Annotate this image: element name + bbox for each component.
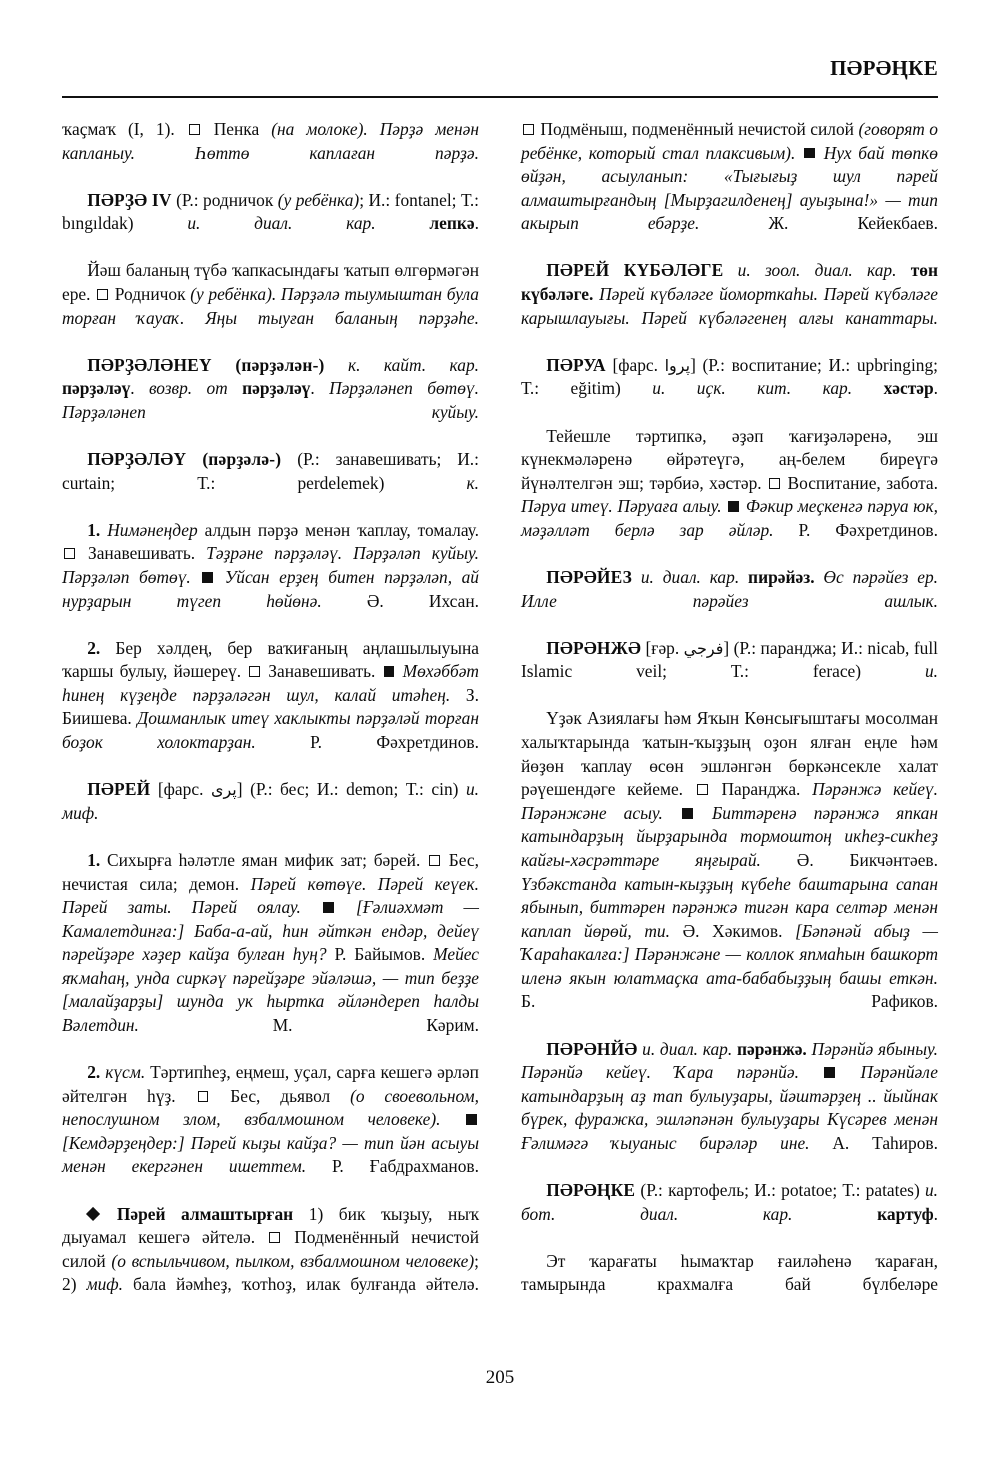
filled-square-icon <box>728 501 739 512</box>
cross-reference[interactable]: пирәйәз. <box>748 566 815 587</box>
hollow-square-icon <box>64 548 75 559</box>
period: . <box>933 378 938 399</box>
cross-reference[interactable]: картуф <box>877 1203 934 1224</box>
etymology-language: [фарс. <box>157 779 211 800</box>
cross-reference[interactable]: пәрәнжә. <box>736 1038 807 1059</box>
sense-definition-russian: Занавешивать. <box>88 543 207 564</box>
entry-perua <box>521 354 938 425</box>
headword: ПӘРЕЙ КҮБӘЛӘГЕ <box>546 260 724 281</box>
filled-square-icon <box>824 1067 835 1078</box>
grammar-labels: и. <box>861 661 939 682</box>
sense-number: 1. <box>87 849 101 870</box>
hollow-square-icon <box>523 124 534 135</box>
literary-quote: Үзбәкстанда катын-кыҙҙың күбеһе баштарына сапан ябынып, биттәрен пәрәнжә тигән кара селтәр менән каплап йөрөй, ти. <box>521 873 938 941</box>
filled-diamond-icon <box>86 1207 100 1221</box>
quote-author: Р. Ғабдрахманов. <box>306 1156 479 1177</box>
sense-lead-italic: Нимәнеңдер <box>107 519 205 540</box>
period: . <box>130 378 149 399</box>
cross-reference[interactable]: пәрҙәләү <box>62 378 131 399</box>
filled-square-icon <box>682 808 693 819</box>
etymology-translations: (Р.: картофель; И.: potatoe; Т.: patates) <box>635 1180 920 1201</box>
literary-quote: Мейес яҡмаһаң, унда сиркәү пәрейҙәре эйәләшә, — тип беҙҙе [малайҙарҙы] шунда ук һыртка әйләндереп һалды Вәлетдин. <box>62 944 479 1035</box>
usage-examples: Пәрҙәләнеп бөтөү. Пәрҙәләнеп куйыу. <box>62 378 479 422</box>
phrase-sense-2-label: миф. <box>86 1274 123 1295</box>
arabic-script-etymology: پری <box>210 780 237 800</box>
hollow-square-icon <box>249 666 260 677</box>
hollow-square-icon <box>697 784 708 795</box>
etymology-close-bracket: ] <box>236 779 243 800</box>
literary-quote: Уйсан ерҙең битен пәрҙәләп, ай нурҙарын түгеп һөйөнә. <box>62 566 479 611</box>
quote-author: З. Биишева. <box>62 684 479 729</box>
definition-bashkir: Йәш баланың түбә ҡапкасындағы ҡатып өлгөрмәгән ере. <box>62 260 479 305</box>
sense-2-perzeleu <box>62 637 479 778</box>
cross-reference[interactable]: пәрҙәләү <box>242 378 311 399</box>
literary-quote: Пәрәнйәле катындарҙың аҙ тап булыуҙары, йәштәрҙең .. йыйнак бүрек, фуражка, эшләпәнән булыуҙары Күсәрев менән Ғәлимәгә ҡыуаныс бирәләр ине. <box>521 1062 938 1153</box>
sense-number: 2. <box>87 1062 101 1083</box>
entry-perze-iv <box>62 189 479 260</box>
phrase-sense-1-russian-note: (о вспыльчивом, пылком, взбалмошном человеке) <box>111 1250 475 1271</box>
entry-perenye <box>521 1038 938 1179</box>
etymology-ru-italic: (у ребёнка) <box>277 189 360 210</box>
sense-definition-bashkir: Бер хәлдең, бер ваҡиғаның аңлашылыуына ҡаршы булыу, йәшереү. <box>62 637 479 682</box>
usage-examples: Тәҙрәне пәрҙәләү. Пәрҙәләп куйыу. Пәрҙәләп бөтөү. <box>62 543 479 587</box>
sense-2-perey <box>62 1061 479 1202</box>
continued-entry-text <box>62 118 479 189</box>
grammar-labels: и. иҫк. кит. кар. <box>620 378 884 399</box>
literary-quote: Фәкир меҫкенгә пәруа юк, мәҙәлләт берлә зар әйләр. <box>521 496 938 540</box>
right-column <box>521 118 938 1333</box>
grammar-labels: и. диал. кар. <box>637 1038 737 1059</box>
literary-quote: [Бәпәнәй абыҙ — Ҡараһакалға:] Пәрәнжәне — коллок япмаһын башкорт иленә якын юлатмаҫка ата-бабабыҙҙың башы еткән. <box>521 920 938 988</box>
definition-perua <box>521 425 938 566</box>
filled-square-icon <box>323 902 334 913</box>
hollow-square-icon <box>769 478 780 489</box>
etymology-translations: (Р.: бес; И.: demon; Т.: cin) <box>242 779 459 800</box>
headword: ПӘРӘНЖӘ <box>546 637 642 658</box>
etymology-language: [ғәр. <box>645 637 684 658</box>
sense-number: 1. <box>87 519 101 540</box>
usage-examples: Пәрәнйә ябыныу. Пәрәнйә кейеү. Ҡара пәрәнйә. <box>521 1038 938 1083</box>
hollow-square-icon <box>97 289 108 300</box>
usage-examples: Өс пәрәйез ер. Илле пәрәйез ашлык. <box>521 566 938 611</box>
sense-style-label: күсм. <box>105 1062 151 1083</box>
sense-definition-russian: Бес, дьявол <box>230 1085 351 1106</box>
literary-quote: Нух бай төпкө өйҙән, асыуланып: «Тығығыҙ шул пәрей алмаштырғандың [Мырҙагилденең] ауыҙына!» — тип акырып ебәрҙе. <box>521 142 938 234</box>
cross-reference[interactable]: хәстәр <box>883 378 934 399</box>
etymology-translations: (Р.: воспитание; И.: upbringing; Т.: eğitim) <box>521 354 938 399</box>
quote-author: Ә. Бикчәнтәев. <box>760 849 938 870</box>
definition-russian: Воспитание, забота. <box>787 472 938 493</box>
grammar-labels: и. диал. кар. <box>631 566 749 587</box>
phrase-headword: Пәрей алмаштырған <box>116 1203 294 1224</box>
entry-perzeleneu <box>62 354 479 448</box>
etymology: (Р.: занавешивать; И.: curtain; Т.: perdelemek) <box>62 449 479 493</box>
period: . <box>474 213 479 234</box>
headword: ПӘРҘӘЛӘНЕҮ (пәрҙәлән-) <box>87 354 325 375</box>
headword: ПӘРҘӘЛӘҮ (пәрҙәлә-) <box>87 449 282 470</box>
hollow-square-icon <box>429 855 440 866</box>
grammar-labels: и. миф. <box>62 779 480 823</box>
usage-examples: Пәрҙәлә тыумыштан була торған ҡауаҡ. Яңы тыуған баланың пәрҙәһе. <box>62 284 479 328</box>
quote-author: Ә. Хәкимов. <box>669 920 796 941</box>
quote-author: Р. Байымов. <box>326 944 434 965</box>
sense-1-perzeleu <box>62 519 479 637</box>
phrase-perey-almashtyrgan <box>62 1203 479 1321</box>
literary-quote: Дошманлык итеү хаклыкты пәрҙәләй торған боҙок холоктарҙан. <box>62 708 479 753</box>
arabic-script-etymology: پروا <box>664 355 691 375</box>
two-column-body <box>62 118 938 1333</box>
arabic-script-etymology: فرجي <box>683 638 724 658</box>
headword: ПӘРЕЙ <box>87 779 151 800</box>
sense-definition-russian: Бес, нечистая сила; демон. <box>62 849 479 894</box>
entry-perzeleu <box>62 448 479 519</box>
quote-author: М. Кәрим. <box>138 1014 479 1035</box>
hollow-square-icon <box>198 1091 209 1102</box>
definition-perenke <box>521 1250 938 1321</box>
etymology-translations: (Р.: паранджа; И.: nicab, full Islamic veil; Т.: ferace) <box>521 637 938 682</box>
quote-author: Ә. Ихсан. <box>321 590 479 611</box>
cont-examples: Пәрҙә менән капланыу. Һөттө каплаған пәрҙә. <box>62 119 479 163</box>
continued-russian-definition: Подмёныш, подменённый нечистой силой <box>540 119 859 139</box>
definition-russian: Родничок <box>114 284 191 305</box>
etymology-close-bracket: ] <box>690 354 696 375</box>
quote-author: Б. Рафиков. <box>521 991 938 1012</box>
quote-author: Ж. Кейекбаев. <box>699 213 938 234</box>
sense-number: 2. <box>87 637 101 658</box>
cont-lemma: ҡаҫмаҡ (I, 1). <box>62 119 175 139</box>
continued-russian-note: (говорят о ребёнке, который стал плаксивым). <box>521 119 938 163</box>
headword: ПӘРҘӘ IV <box>87 189 172 210</box>
usage-examples: Пәрәнжә кейеү. Пәрәнжәне асыу. <box>521 779 938 823</box>
literary-quote: Биттәренә пәрәнжә япкан катындарҙың йырҙарында тормоштоң икһеҙ-сикһеҙ кайғы-хәсрәттәре яңғырай. <box>521 802 938 870</box>
headword: ПӘРӘҢКЕ <box>546 1180 636 1201</box>
usage-examples: Пәрей көтөүе. Пәрей кеүек. Пәрей заты. Пәрей оялау. <box>62 873 479 918</box>
grammar-labels: и. диал. кар. <box>133 213 430 234</box>
filled-square-icon <box>202 572 213 583</box>
definition-perze-iv <box>62 259 479 353</box>
continued-entry-perey <box>521 118 938 259</box>
grammar-derivation-label: возвр. от <box>148 378 243 399</box>
definition-bashkir: Үҙәк Азиялағы һәм Яҡын Көнсығыштағы мосолман халыҡтарында ҡатын-ҡыҙҙың оҙон ялған еңле һәм йөҙөн ҡаплау өсөн эшләнгән бөркәнсекле халат рәүешендәге кейеме. <box>521 708 938 800</box>
header-rule <box>62 96 938 98</box>
entry-perenzhe <box>521 637 938 708</box>
usage-examples: Пәрей күбәләге йоморткаһы. Пәрей күбәләге карышлауығы. Пәрей күбәләгенең алғы канаттары. <box>521 284 938 328</box>
definition-russian: Паранджа. <box>721 779 813 800</box>
etymology-close-bracket: ] <box>723 637 730 658</box>
etymology-language: [фарс. <box>612 354 665 375</box>
definition-bashkir: Эт ҡарағаты һымаҡтар ғаиләһенә ҡараған, тамырында крахмалға бай бүлбеләре <box>521 1250 938 1295</box>
phrase-sense-1-russian: Подменённый нечистой силой <box>62 1227 480 1271</box>
quote-author: А. Таһиров. <box>809 1132 938 1153</box>
entry-pereyez <box>521 566 938 637</box>
headword: ПӘРӘНЙӘ <box>546 1038 638 1059</box>
page-number: 205 <box>485 1367 515 1388</box>
quote-author: Р. Фәхретдинов. <box>255 732 479 753</box>
definition-russian-note: (у ребёнка). <box>190 284 281 305</box>
literary-quote: [Кемдәрҙеңдер:] Пәрей кыҙы кайҙа? — тип йән асыуы менән екергәнен ишеттем. <box>62 1132 479 1177</box>
phrase-sense-2-number: ; 2) <box>62 1250 479 1295</box>
grammar-labels: и. бот. диал. кар. <box>521 1180 939 1224</box>
grammar-labels: и. зоол. диал. кар. <box>723 260 911 281</box>
headword: ПӘРӘЙЕЗ <box>546 566 632 587</box>
entry-perey <box>62 778 479 849</box>
period: . <box>933 1203 938 1224</box>
cont-ru-note: (на молоке). <box>271 119 380 139</box>
sense-definition-bashkir: Сихырға һәләтле яман мифик зат; бәрей. <box>107 849 421 870</box>
phrase-sense-2-text: бала йәмһеҙ, ҡотһоҙ, илак булғанда әйтелә. <box>122 1274 479 1295</box>
quote-author: Р. Фәхретдинов. <box>773 519 938 540</box>
hollow-square-icon <box>189 124 200 135</box>
sense-definition-bashkir: Тәртипһеҙ, еңмеш, уҫал, сарға кешегә әрләп әйтелгән һүҙ. <box>62 1062 479 1106</box>
grammar-labels: к. <box>384 472 479 493</box>
filled-square-icon <box>804 148 815 159</box>
running-head: ПӘРӘҢКЕ <box>830 56 938 80</box>
cont-ru-gloss: Пенка <box>213 119 272 139</box>
definition-perenzhe <box>521 707 938 1037</box>
filled-square-icon <box>384 666 395 677</box>
phrase-sense-1: 1) бик ҡыҙыу, ныҡ дыуамал кешегә әйтелә. <box>62 1203 479 1248</box>
headword: ПӘРУА <box>546 354 606 375</box>
sense-1-perey <box>62 849 479 1061</box>
grammar-labels: к. кайт. кар. <box>324 354 479 375</box>
sense-definition-russian: Занавешивать. <box>268 661 382 682</box>
entry-perey-kubelege <box>521 259 938 353</box>
sense-russian-note: (о своевольном, непослушном злом, взбалмошном человеке). <box>62 1085 479 1130</box>
period: . <box>310 378 330 399</box>
usage-examples: Пәруа итеү. Пәруаға алыу. <box>521 496 722 517</box>
literary-quote: Мөхәббәт һинең күҙеңде пәрҙәләгән шул, калай итәһең. <box>62 661 479 705</box>
literary-quote: [Ғәлиәхмәт — Камалетдинға:] Баба-а-ай, һин әйткән ендәр, дейеү пәрейҙәре хәҙер кайҙа булған һуң? <box>62 897 479 965</box>
etymology-mid: ; И.: fontanel; Т.: bıngıldak) <box>62 189 480 234</box>
entry-perenke <box>521 1179 938 1250</box>
hollow-square-icon <box>269 1232 280 1243</box>
etymology-open: (Р.: родничок <box>176 189 278 210</box>
filled-square-icon <box>466 1114 477 1125</box>
cross-reference[interactable]: лепкә <box>429 213 475 234</box>
sense-definition-bashkir: алдын пәрҙә менән ҡаплау, томалау. <box>204 519 479 540</box>
left-column <box>62 118 479 1333</box>
definition-bashkir: Тейешле тәртипкә, әҙәп ҡағиҙәләренә, эш күнекмәләренә өйрәтеүгә, аң-белем биреүгә йүнәлтелгән эш; тәрбиә, хәстәр. <box>521 425 938 493</box>
cross-reference[interactable]: төн күбәләге. <box>521 260 938 305</box>
